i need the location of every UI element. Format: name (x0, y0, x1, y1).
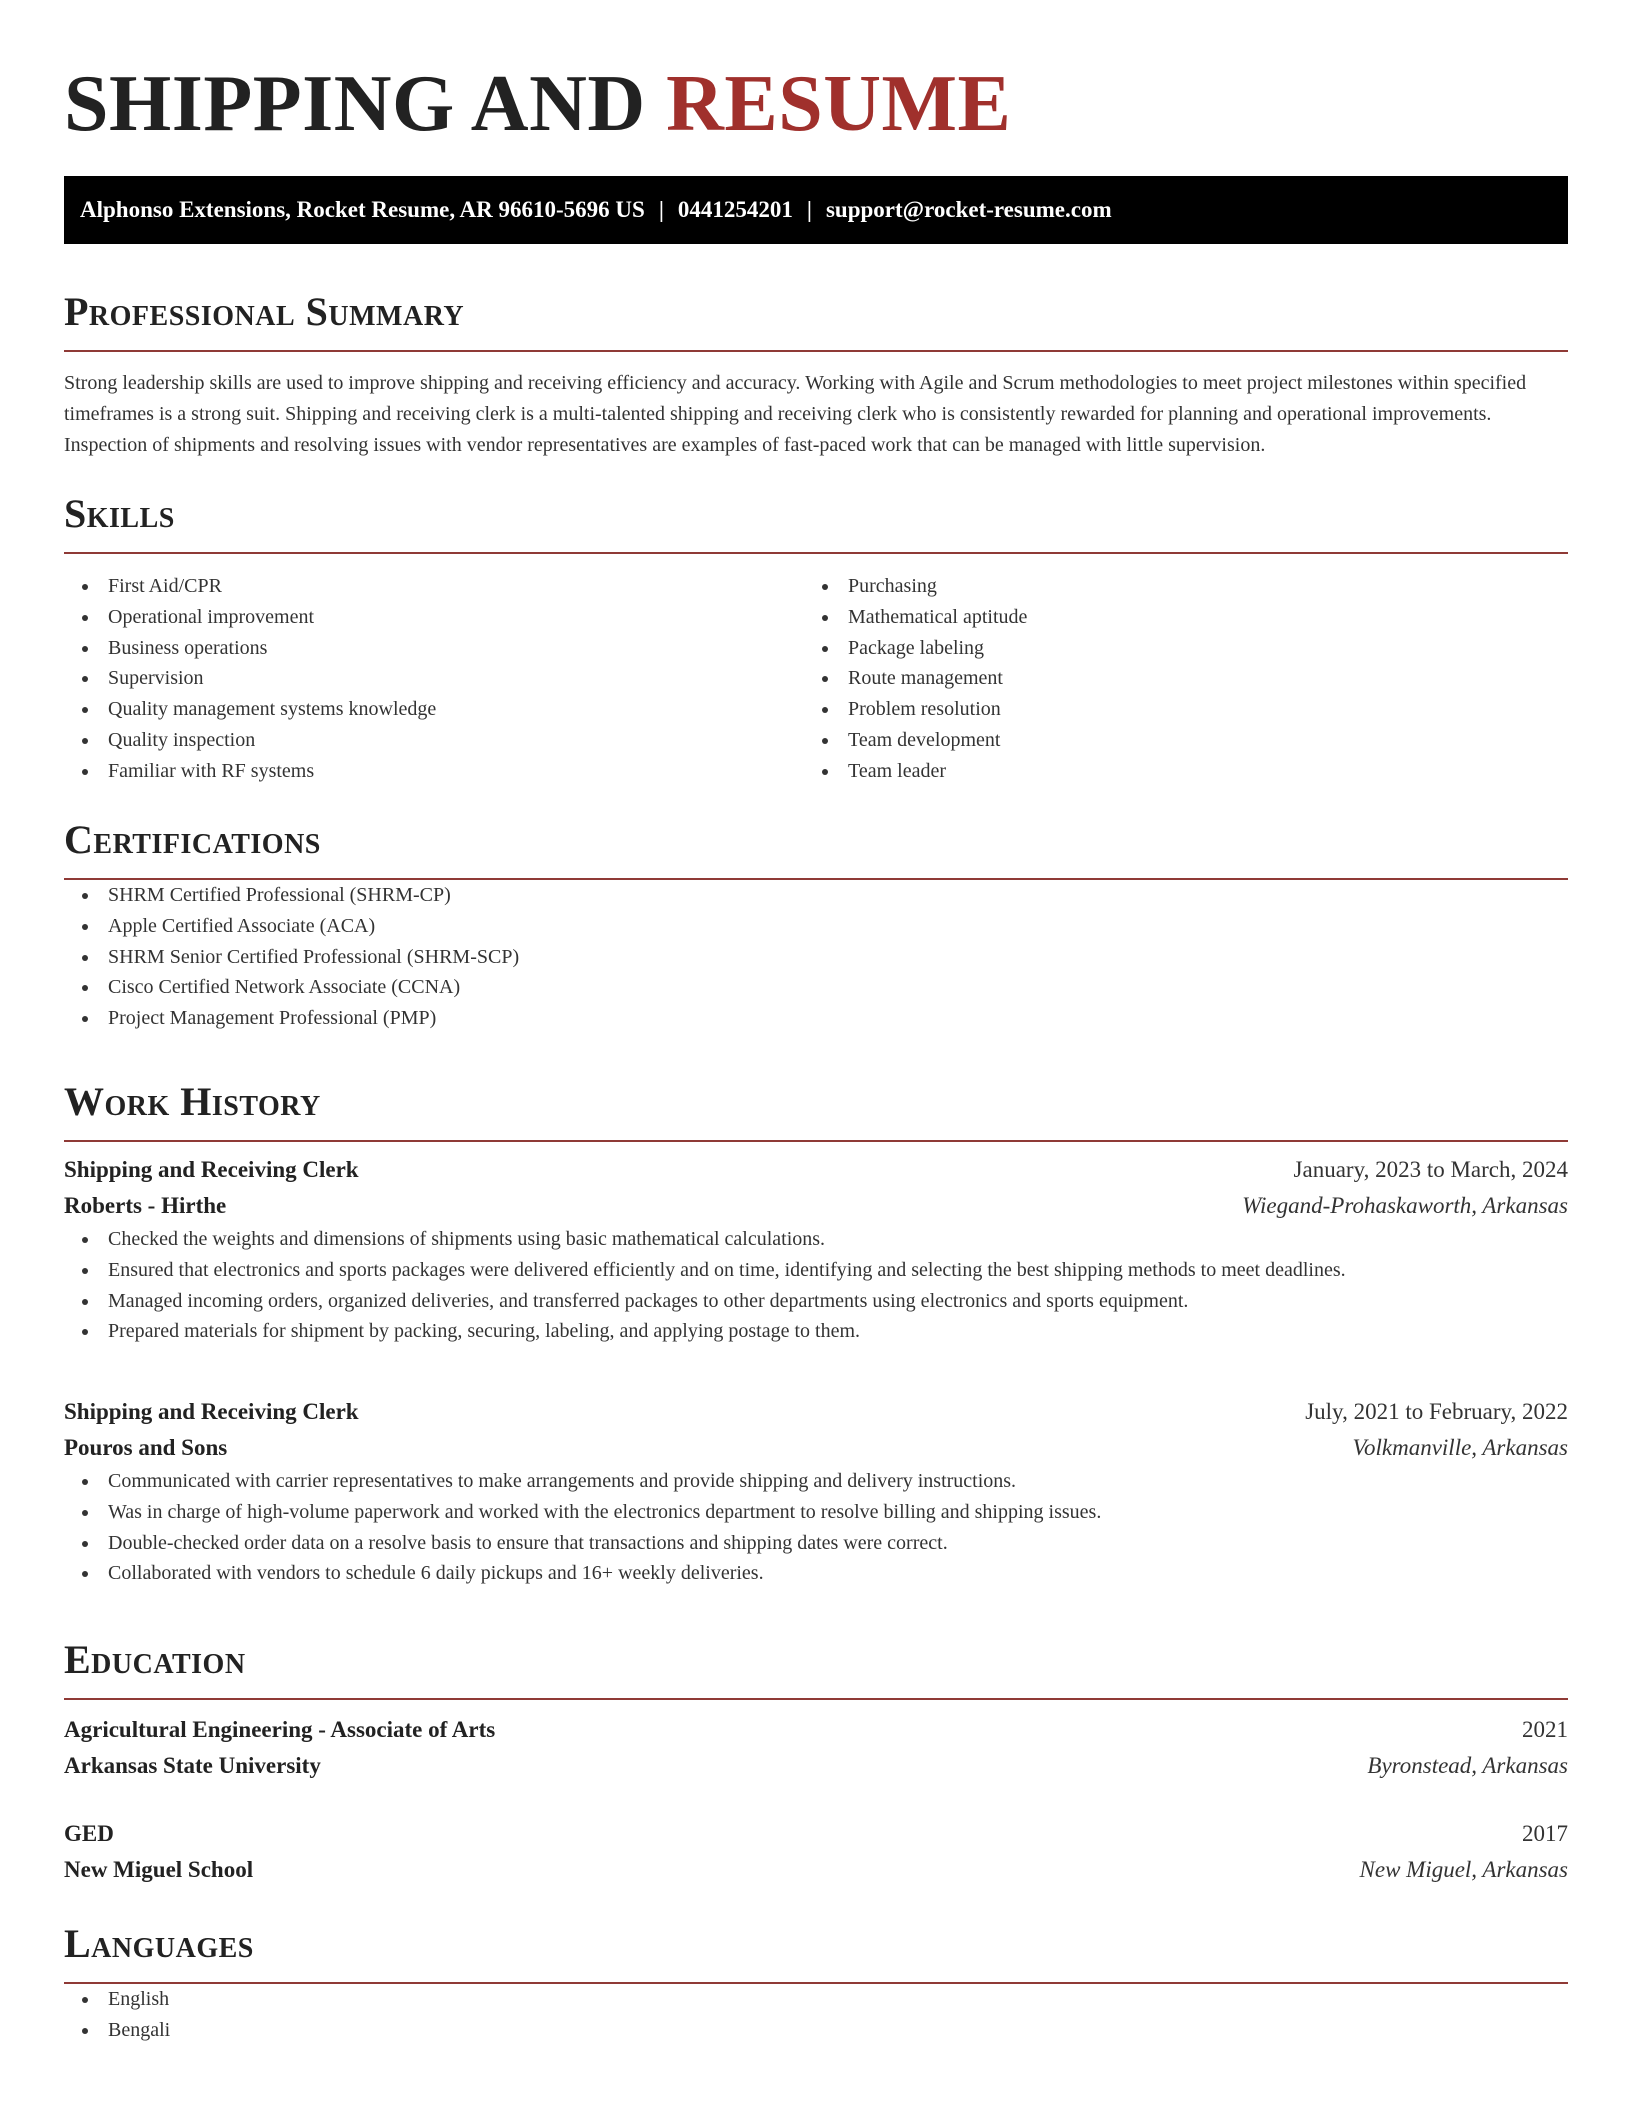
certifications-section (64, 816, 1568, 1034)
job-bullets (64, 1224, 1568, 1347)
job-entry (64, 1394, 1568, 1589)
job-bullet: Checked the weights and dimensions of shipments using basic mathematical calculations. (64, 1224, 1568, 1255)
section-divider (64, 1140, 1568, 1142)
certification-item: SHRM Senior Certified Professional (SHRM-SCP) (64, 942, 1568, 973)
skill-item: Mathematical aptitude (804, 602, 1544, 633)
job-bullet: Was in charge of high-volume paperwork and worked with the electronics department to resolve billing and shipping issues. (64, 1497, 1568, 1528)
education-degree: Agricultural Engineering - Associate of Arts (64, 1717, 496, 1742)
languages-list (64, 1984, 1568, 2046)
job-bullet: Ensured that electronics and sports packages were delivered efficiently and on time, identifying and selecting the best shipping methods to meet deadlines. (64, 1255, 1568, 1286)
section-heading: Work History (64, 1079, 321, 1124)
education-school-row (64, 1748, 1568, 1784)
job-entry (64, 1152, 1568, 1347)
skill-item: Team development (804, 725, 1544, 756)
job-header-row (64, 1394, 1568, 1430)
education-degree: GED (64, 1821, 114, 1846)
skill-item: First Aid/CPR (64, 571, 804, 602)
summary-text: Strong leadership skills are used to improve shipping and receiving efficiency and accuracy. Working with Agile and Scrum methodologies to meet project milestones within specified timeframes is a strong suit. Shipping and receiving clerk is a multi-talented shipping and receiving clerk who is consistently rewarded for planning and operational improvements. Inspection of shipments and resolving issues with vendor representatives are examples of fast-paced work that can be managed with little supervision. (64, 372, 1527, 456)
section-heading: Education (64, 1637, 246, 1682)
skill-item: Familiar with RF systems (64, 756, 804, 787)
section-divider (64, 1698, 1568, 1700)
certifications-list (64, 880, 1568, 1034)
certification-item: SHRM Certified Professional (SHRM-CP) (64, 880, 1568, 911)
certification-item: Cisco Certified Network Associate (CCNA) (64, 972, 1568, 1003)
contact-phone: 0441254201 (677, 197, 793, 222)
contact-separator: | (806, 197, 812, 222)
skill-item: Supervision (64, 663, 804, 694)
job-location: Wiegand-Prohaskaworth, Arkansas (1242, 1193, 1568, 1218)
job-title: Shipping and Receiving Clerk (64, 1157, 359, 1182)
work-history-section (64, 1078, 1568, 1142)
education-entry (64, 1816, 1568, 1888)
section-heading: Professional Summary (64, 289, 465, 334)
section-heading: Skills (64, 491, 175, 536)
section-divider (64, 552, 1568, 554)
skills-list-right (804, 571, 1544, 787)
education-location: New Miguel, Arkansas (1359, 1857, 1568, 1882)
contact-address: Alphonso Extensions, Rocket Resume, AR 96610-5696 US (80, 197, 645, 222)
skill-item: Purchasing (804, 571, 1544, 602)
contact-email: support@rocket-resume.com (825, 197, 1112, 222)
education-entry (64, 1712, 1568, 1784)
education-school: Arkansas State University (64, 1753, 321, 1778)
language-item: Bengali (64, 2015, 1568, 2046)
title-part-dark: SHIPPING AND (64, 60, 646, 148)
contact-separator: | (658, 197, 664, 222)
section-heading: Certifications (64, 817, 321, 862)
job-company-row (64, 1188, 1568, 1224)
education-school: New Miguel School (64, 1857, 254, 1882)
section-divider (64, 350, 1568, 352)
skill-item: Business operations (64, 633, 804, 664)
education-section (64, 1636, 1568, 1700)
skills-columns (64, 571, 1568, 787)
job-company: Roberts - Hirthe (64, 1193, 227, 1218)
job-bullet: Managed incoming orders, organized deliveries, and transferred packages to other departments using electronics and sports equipment. (64, 1286, 1568, 1317)
skill-item: Route management (804, 663, 1544, 694)
certification-item: Project Management Professional (PMP) (64, 1003, 1568, 1034)
job-bullet: Communicated with carrier representatives to make arrangements and provide shipping and delivery instructions. (64, 1466, 1568, 1497)
skill-item: Problem resolution (804, 694, 1544, 725)
job-company: Pouros and Sons (64, 1435, 228, 1460)
job-bullets (64, 1466, 1568, 1589)
education-header-row (64, 1816, 1568, 1852)
job-bullet: Prepared materials for shipment by packing, securing, labeling, and applying postage to them. (64, 1316, 1568, 1347)
skills-list-left (64, 571, 804, 787)
resume-title (64, 58, 1011, 150)
skill-item: Package labeling (804, 633, 1544, 664)
job-bullet: Collaborated with vendors to schedule 6 daily pickups and 16+ weekly deliveries. (64, 1558, 1568, 1589)
contact-bar (64, 176, 1568, 244)
languages-section (64, 1920, 1568, 2046)
job-location: Volkmanville, Arkansas (1352, 1435, 1568, 1460)
skill-item: Operational improvement (64, 602, 804, 633)
summary-section (64, 288, 1568, 461)
job-dates: January, 2023 to March, 2024 (1293, 1157, 1568, 1182)
education-header-row (64, 1712, 1568, 1748)
job-title: Shipping and Receiving Clerk (64, 1399, 359, 1424)
education-year: 2021 (1522, 1717, 1568, 1742)
certification-item: Apple Certified Associate (ACA) (64, 911, 1568, 942)
skills-section (64, 490, 1568, 787)
title-part-accent: RESUME (666, 60, 1012, 148)
job-header-row (64, 1152, 1568, 1188)
education-year: 2017 (1522, 1821, 1568, 1846)
skill-item: Quality inspection (64, 725, 804, 756)
education-school-row (64, 1852, 1568, 1888)
language-item: English (64, 1984, 1568, 2015)
job-dates: July, 2021 to February, 2022 (1305, 1399, 1568, 1424)
skill-item: Team leader (804, 756, 1544, 787)
job-company-row (64, 1430, 1568, 1466)
section-heading: Languages (64, 1921, 254, 1966)
education-location: Byronstead, Arkansas (1367, 1753, 1568, 1778)
skill-item: Quality management systems knowledge (64, 694, 804, 725)
job-bullet: Double-checked order data on a resolve basis to ensure that transactions and shipping dates were correct. (64, 1528, 1568, 1559)
